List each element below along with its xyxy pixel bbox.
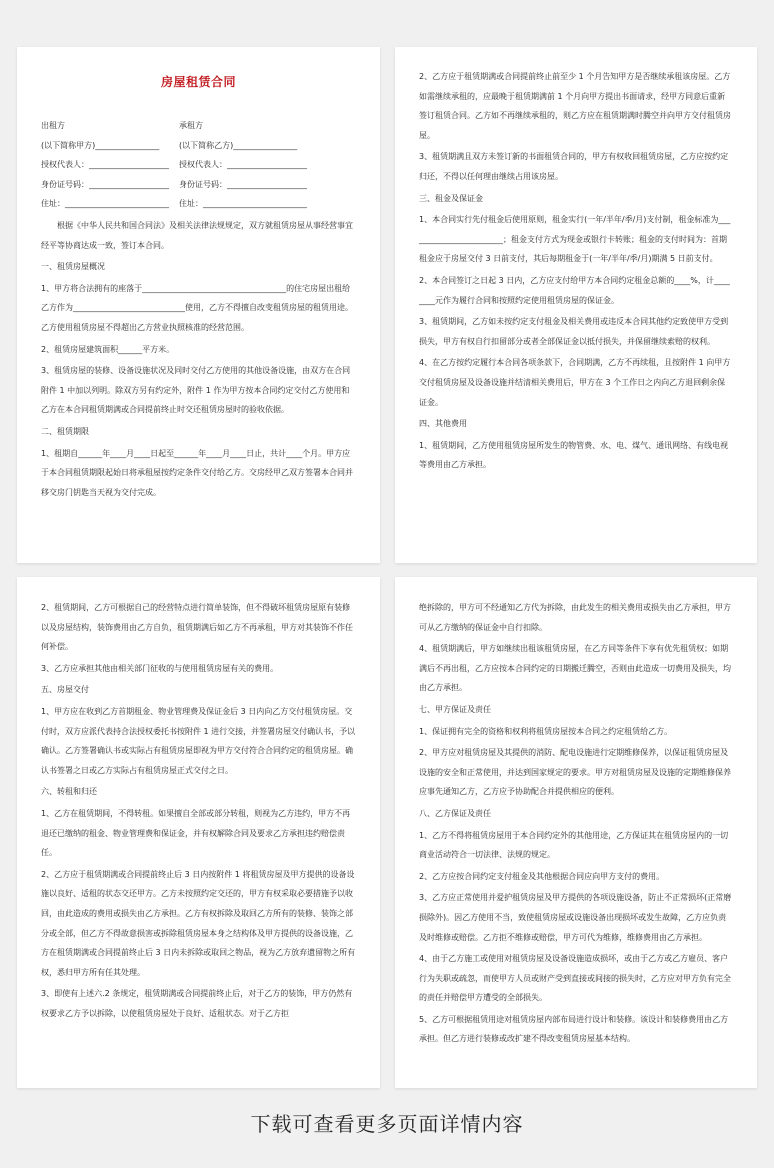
- page-4-body: [419, 598, 733, 1049]
- section-heading: 七、甲方保证及责任: [419, 704, 491, 714]
- lessor-field: 身份证号码：____________________: [41, 179, 169, 189]
- document-page-1: [17, 47, 380, 563]
- clause-paragraph: 2、乙方应于租赁期满或合同提前终止后 3 日内按附件 1 将租赁房屋及甲方提供的设备设施以良好、适租的状态交还甲方。乙方未按照约定交还的，甲方有权采取必要措施予以收回，由此造成的费用或损失由乙方承担。乙方有权拆除及取回乙方所有的装修、装饰之部分或全部，但乙方不得故意损害或拆除租赁房屋本身之结构体及甲方提供的设备设施，乙方在租赁期满或合同提前终止后 3 日内未拆除或取回之物品，视为乙方放弃遗留物之所有权，悉归甲方所有任其处理。: [41, 869, 356, 977]
- document-title: 房屋租赁合同: [160, 75, 236, 89]
- clause-paragraph: 2、甲方应对租赁房屋及其提供的消防、配电设施进行定期维修保养，以保证租赁房屋及设施的安全和正常使用，并达到国家规定的要求。甲方对租赁房屋及设施的定期维修保养应事先通知乙方，乙方应予协助配合并提供相应的便利。: [419, 748, 731, 797]
- clause-paragraph: 3、租赁期间，乙方如未按约定支付租金及相关费用或违反本合同其他约定致使甲方受到损失，甲方有权自行扣留部分或者全部保证金以抵付损失，并保留继续索赔的权利。: [419, 317, 729, 346]
- clause-paragraph: 1、乙方不得将租赁房屋用于本合同约定外的其他用途，乙方保证其在租赁房屋内的一切商业活动符合一切法律、法规的规定。: [419, 830, 729, 860]
- clause-paragraph: 2、本合同签订之日起 3 日内，乙方应支付给甲方本合同约定租金总额的____%，计________元作为履行合同和按照约定使用租赁房屋的保证金。: [419, 275, 730, 305]
- section-heading: 四、其他费用: [419, 419, 467, 429]
- clause-paragraph: 1、乙方在租赁期间，不得转租。如果擅自全部或部分转租，则视为乙方违约，甲方不再退还已缴纳的租金、物业管理费和保证金，并有权解除合同及要求乙方承担违约赔偿责任。: [41, 808, 351, 858]
- clause-paragraph: 3、乙方应承担其他由相关部门征收的与使用租赁房屋有关的费用。: [41, 663, 279, 673]
- clause-paragraph: 3、租赁期满且双方未签订新的书面租赁合同的，甲方有权收回租赁房屋，乙方应按约定归还，不得以任何理由继续占用该房屋。: [419, 152, 729, 181]
- clause-paragraph: 1、租期自______年____月____日起至______年____月____日止，共计____个月。甲方应于本合同租赁期限起始日将承租屋按约定条件交付给乙方。交房经甲乙双方签署本合同并移交房门钥匙当天视为交付完成。: [41, 448, 353, 497]
- clause-paragraph: 3、乙方应正常使用并爱护租赁房屋及甲方提供的各项设施设备，防止不正常损坏(正常磨损除外)。因乙方使用不当，致使租赁房屋或设施设备出现损坏或发生故障，乙方应负责及时维修或赔偿。乙方拒不维修或赔偿，甲方可代为维修，维修费用由乙方承担。: [419, 893, 732, 942]
- clause-paragraph: 1、租赁期间，乙方使用租赁房屋所发生的物管费、水、电、煤气、通讯网络、有线电视等费用由乙方承担。: [419, 440, 729, 470]
- clause-paragraph: 1、本合同实行先付租金后使用原则，租金实行(一年/半年/季/月)支付制，租金标准为________________________；租金支付方式为现金或银行卡转账；租金的支付时间为：首期租金应于房屋交付 3 日前支付，其后每期租金于(一年/半年/季/月)期满 5 日前支付。: [419, 215, 731, 264]
- lessor-field: 出租方: [41, 121, 65, 130]
- clause-paragraph: 2、租赁房屋建筑面积______平方米。: [41, 344, 175, 354]
- clause-paragraph: 2、乙方应按合同约定支付租金及其他根据合同应向甲方支付的费用。: [419, 871, 665, 881]
- page-1-body: [41, 216, 356, 502]
- lessor-field: (以下简称甲方)________________: [41, 140, 160, 150]
- section-heading: 六、转租和归还: [41, 787, 97, 797]
- clause-paragraph: 3、租赁房屋的装修、设备设施状况及同时交付乙方使用的其他设备设施，由双方在合同附件 1 中加以列明。除双方另有约定外，附件 1 作为甲方按本合同约定交付乙方使用和乙方在本合同租赁期满或合同提前终止时交还租赁房屋时的验收依据。: [41, 366, 351, 415]
- clause-paragraph: 根据《中华人民共和国合同法》及相关法律法规规定，双方就租赁房屋从事经营事宜经平等协商达成一致，签订本合同。: [41, 220, 353, 250]
- clause-paragraph: 4、在乙方按约定履行本合同各项条款下，合同期满，乙方不再续租，且按附件 1 向甲方交付租赁房屋及设备设施并结清相关费用后，甲方在 3 个工作日之内向乙方退回剩余保证金。: [419, 358, 731, 407]
- clause-paragraph: 5、乙方可根据租赁用途对租赁房屋内部布局进行设计和装修。该设计和装修费用由乙方承担。但乙方进行装修或改扩建不得改变租赁房屋基本结构。: [419, 1014, 729, 1044]
- clause-paragraph: 2、租赁期间，乙方可根据自己的经营特点进行简单装饰，但不得破坏租赁房屋原有装修以及房屋结构，装饰费用由乙方自负，租赁期满后如乙方不再承租，甲方对其装饰不作任何补偿。: [41, 603, 353, 652]
- clause-paragraph: 1、甲方将合法拥有的座落于____________________________________的住宅房屋出租给乙方作为____________________________使用，乙方不得擅自改变租赁房屋的租赁用途。乙方使用租赁房屋不得超出乙方营业执照核准的经营范围。: [41, 283, 353, 332]
- clause-paragraph: 3、即使有上述六.2 条规定，租赁期满或合同提前终止后，对于乙方的装饰，甲方仍然有权要求乙方予以拆除，以使租赁房屋处于良好、适租状态。对于乙方拒: [41, 989, 353, 1018]
- clause-paragraph: 2、乙方应于租赁期满或合同提前终止前至少 1 个月告知甲方是否继续承租该房屋。乙方如需继续承租的，应最晚于租赁期满前 1 个月向甲方提出书面请求，经甲方同意后重新签订租赁合同。乙方如不再继续承租的，则乙方应在租赁期满时腾空并向甲方交付租赁房屋。: [419, 72, 731, 140]
- section-heading: 八、乙方保证及责任: [419, 808, 491, 818]
- page-3-body: [41, 598, 356, 1023]
- clause-paragraph: 4、租赁期满后，甲方如继续出租该租赁房屋，在乙方同等条件下享有优先租赁权；如期满后不再出租，乙方应按本合同约定的日期搬迁腾空，否则由此造成一切费用及损失，均由乙方承担。: [419, 644, 731, 693]
- party-info: [41, 116, 356, 214]
- section-heading: 五、房屋交付: [41, 685, 89, 695]
- page-2-body: [419, 67, 733, 475]
- clause-paragraph: 绝拆除的，甲方可不经通知乙方代为拆除，由此发生的相关费用或损失由乙方承担，甲方可从乙方缴纳的保证金中自行扣除。: [419, 603, 731, 632]
- clause-paragraph: 1、甲方应在收到乙方首期租金、物业管理费及保证金后 3 日内向乙方交付租赁房屋。交付时，双方应派代表持合法授权委托书按附件 1 进行交接，并签署房屋交付确认书，予以确认。乙方签署确认书或实际占有租赁房屋即视为甲方交付符合合同约定的租赁房屋。确认书签署之日或乙方实际占有租赁房屋正式交付之日。: [41, 706, 356, 775]
- document-page-3: [17, 577, 380, 1088]
- lessee-field: 承租方: [179, 121, 203, 130]
- download-prompt[interactable]: 下载可查看更多页面详情内容: [250, 1112, 524, 1136]
- section-heading: 三、租金及保证金: [419, 193, 483, 203]
- document-page-4: [395, 577, 757, 1088]
- lessor-field: 住址：__________________________: [41, 199, 169, 209]
- document-page-2: [395, 47, 757, 563]
- clause-paragraph: 4、由于乙方施工或使用对租赁房屋及设备设施造成损坏，或由于乙方或乙方雇员、客户行为失职或疏忽，而使甲方人员或财产受到直接或间接的损失时，乙方应对甲方负有完全的责任并赔偿甲方遭受的全部损失。: [419, 954, 731, 1003]
- clause-paragraph: 1、保证拥有完全的资格和权利将租赁房屋按本合同之约定租赁给乙方。: [419, 726, 673, 736]
- lessee-field: 身份证号码：____________________: [179, 179, 307, 189]
- lessee-field: (以下简称乙方)________________: [179, 140, 298, 150]
- section-heading: 一、租赁房屋概况: [41, 262, 105, 272]
- lessee-field: 授权代表人：____________________: [179, 160, 307, 170]
- lessor-field: 授权代表人：____________________: [41, 160, 169, 170]
- section-heading: 二、租赁期限: [41, 426, 89, 436]
- lessee-field: 住址：__________________________: [179, 199, 307, 209]
